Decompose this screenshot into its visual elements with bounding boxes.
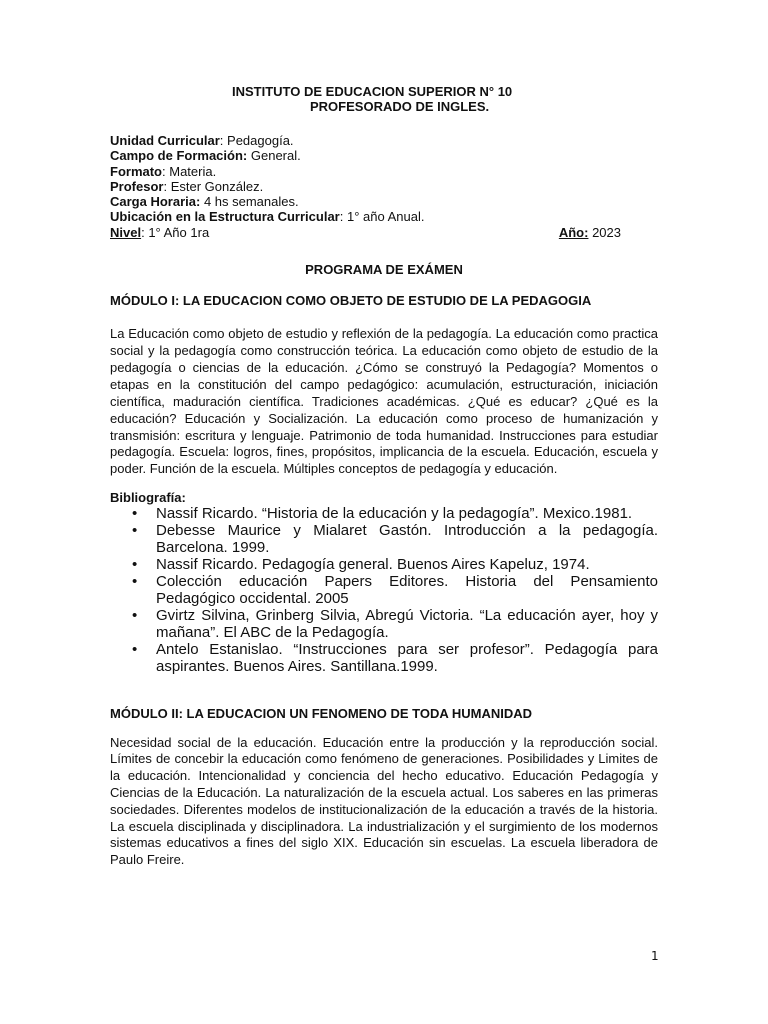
bibliography-heading: Bibliografía: — [110, 490, 186, 506]
list-item: • Nassif Ricardo. “Historia de la educación y la pedagogía”. Mexico.1981. — [132, 505, 633, 523]
meta-campo: Campo de Formación: General. — [110, 148, 301, 164]
bullet-icon: • — [132, 505, 138, 523]
list-item: • Antelo Estanislao. “Instrucciones para ser profesor”. Pedagogía para aspirantes. Buenos Aires. Santillana.1999. — [132, 641, 658, 675]
exam-title: PROGRAMA DE EXÁMEN — [305, 262, 463, 278]
meta-anio: Año: 2023 — [558, 224, 621, 240]
list-item: • Gvirtz Silvina, Grinberg Silvia, Abregú Victoria. “La educación ayer, hoy y mañana”. El ABC de la Pedagogía. — [132, 607, 658, 641]
program-title: PROFESORADO DE INGLES. — [310, 99, 490, 114]
module-1-title: MÓDULO I: LA EDUCACION COMO OBJETO DE ESTUDIO DE LA PEDAGOGIA — [110, 293, 592, 309]
meta-profesor: Profesor: Ester González. — [110, 178, 264, 194]
institute-title: INSTITUTO DE EDUCACION SUPERIOR N° 10 — [232, 84, 513, 99]
meta-carga: Carga Horaria: 4 hs semanales. — [110, 194, 299, 210]
course-metadata — [110, 133, 658, 240]
bullet-icon: • — [132, 522, 138, 540]
page-number: 1 — [651, 949, 659, 963]
bullet-icon: • — [132, 573, 138, 591]
meta-nivel: Nivel: 1° Año 1ra — [110, 224, 210, 240]
meta-ubicacion: Ubicación en la Estructura Curricular: 1° año Anual. — [110, 209, 425, 225]
module-1-text: La Educación como objeto de estudio y reflexión de la pedagogía. La educación como practica social y la pedagogía como construcción teórica. La educación como objeto de estudio de la pedagogía o ciencias de la educación. ¿Cómo se construyó la Pedagogía? Momentos o etapas en la constitución del campo pedagógico: acumulación, estructuración, iniciación científica, maduración científica. Tradiciones académicas. ¿Qué es educar? ¿Qué es la educación? Educación y Socialización. La educación como proceso de humanización y transmisión: escritura y lenguaje. Patrimonio de toda humanidad. Instrucciones para estudiar pedagogía. Escuela: logros, fines, propósitos, implicancia de la escuela. Educación, escuela y poder. Función de la escuela. Múltiples conceptos de pedagogía y educación. — [110, 326, 658, 477]
list-item: • Debesse Maurice y Mialaret Gastón. Introducción a la pedagogía. Barcelona. 1999. — [132, 522, 658, 557]
bibliography-list — [110, 506, 658, 675]
document-page — [110, 84, 658, 869]
bullet-icon: • — [132, 556, 138, 574]
meta-unidad: Unidad Curricular: Pedagogía. — [110, 133, 294, 148]
meta-formato: Formato: Materia. — [110, 163, 217, 179]
module-2-title: MÓDULO II: LA EDUCACION UN FENOMENO DE TODA HUMANIDAD — [110, 705, 533, 721]
bullet-icon: • — [132, 641, 138, 659]
bullet-icon: • — [132, 607, 138, 625]
list-item: • Nassif Ricardo. Pedagogía general. Buenos Aires Kapeluz, 1974. — [132, 556, 590, 574]
meta-nivel-anio — [110, 225, 658, 240]
list-item: • Colección educación Papers Editores. Historia del Pensamiento Pedagógico occidental. 2005 — [132, 573, 658, 608]
module-2-text: Necesidad social de la educación. Educación entre la producción y la reproducción social. Límites de concebir la educación como fenómeno de generaciones. Posibilidades y Limites de la educación. Intencionalidad y conciencia del hecho educativo. Educación Pedagogía y Ciencias de la Educación. La naturalización de la escuela actual. Los saberes en las primeras sociedades. Diferentes modelos de institucionalización de la educación a través de la historia. La escuela disciplinada y disciplinadora. La industrialización y el surgimiento de los modernos sistemas educativos a fines del siglo XIX. Educación sin escuelas. La escuela liberadora de Paulo Freire. — [110, 734, 658, 868]
